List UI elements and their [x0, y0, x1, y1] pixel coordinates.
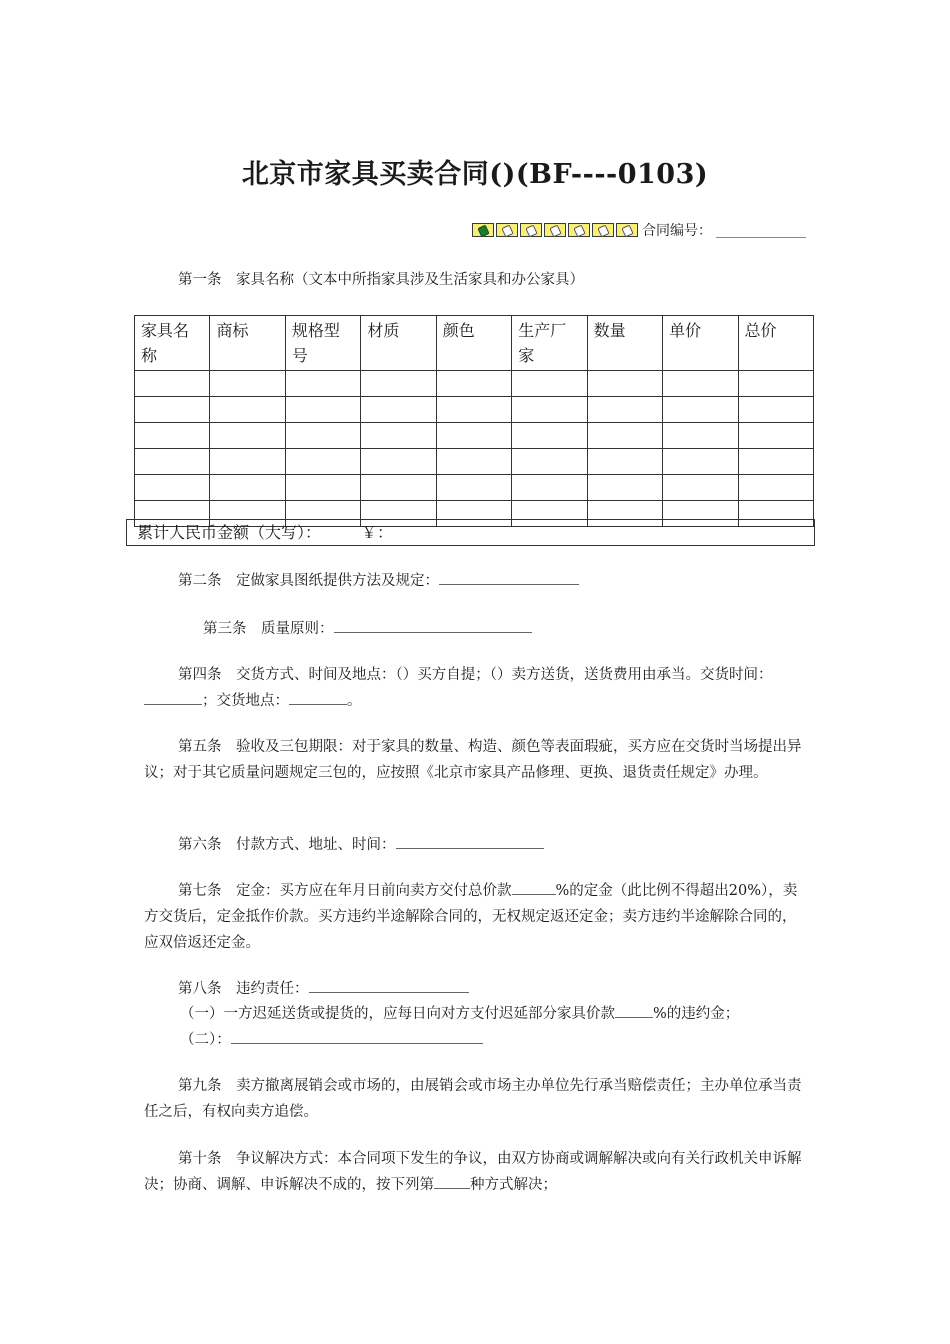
article-8-item-2-text: （二）： [180, 1032, 231, 1048]
table-cell [663, 371, 738, 397]
table-cell [436, 449, 511, 475]
table-cell [210, 371, 285, 397]
table-cell [587, 449, 662, 475]
table-header-cell: 单价 [663, 316, 738, 371]
article-10 [144, 1146, 808, 1198]
doc-icon [520, 223, 542, 237]
table-row [135, 449, 814, 475]
fill-blank [231, 1027, 483, 1044]
doc-icon [592, 223, 614, 237]
delivery-time-label: 交货时间： [700, 667, 773, 683]
total-amount-label: 累计人民币金额（大写）： [137, 523, 322, 542]
contract-number-line [472, 220, 806, 240]
table-cell [361, 475, 436, 501]
table-header-cell: 商标 [210, 316, 285, 371]
fill-blank [334, 616, 532, 633]
article-4 [144, 662, 808, 714]
table-cell [436, 371, 511, 397]
fill-blank [396, 832, 544, 849]
delivery-place-label: ；交货地点： [202, 693, 289, 709]
fill-blank [434, 1172, 470, 1189]
doc-icon [496, 223, 518, 237]
table-header-cell: 规格型号 [285, 316, 360, 371]
article-8-item-1 [180, 1001, 820, 1027]
table-cell [361, 449, 436, 475]
fill-blank [289, 688, 347, 705]
table-cell [512, 397, 587, 423]
contract-number-blank [716, 223, 806, 238]
fill-blank [309, 976, 469, 993]
article-3 [203, 616, 803, 642]
article-4-end: 。 [347, 693, 362, 709]
table-cell [361, 423, 436, 449]
table-cell [663, 475, 738, 501]
article-8-item-1-text: （一）一方迟延送货或提货的，应每日向对方支付迟延部分家具价款 [180, 1006, 615, 1022]
table-cell [587, 475, 662, 501]
fill-blank [144, 688, 202, 705]
document-title: 北京市家具买卖合同()(BF----0103) [241, 159, 709, 190]
article-2 [144, 568, 808, 594]
article-8-item-1-end: %的违约金； [653, 1006, 740, 1022]
article-1: 第一条 家具名称（文本中所指家具涉及生活家具和办公家具） [178, 272, 584, 288]
table-cell [738, 397, 814, 423]
table-header-cell: 家具名称 [135, 316, 210, 371]
doc-icon [544, 223, 566, 237]
article-8-item-2 [180, 1027, 780, 1053]
article-10-text-a: 第十条 争议解决方式：本合同项下发生的争议，由双方协商或调解解决或向有关行政机关申诉解决；协商、调解、申诉解决不成的，按下列第 [144, 1151, 802, 1193]
fill-blank [615, 1001, 653, 1018]
table-cell [210, 423, 285, 449]
table-header-cell: 生产厂家 [512, 316, 587, 371]
article-6 [144, 832, 808, 858]
table-cell [285, 371, 360, 397]
doc-icon [568, 223, 590, 237]
article-2-text: 第二条 定做家具图纸提供方法及规定： [178, 573, 439, 589]
table-cell [587, 371, 662, 397]
article-8 [144, 976, 808, 1002]
fill-blank [439, 568, 579, 585]
table-cell [663, 397, 738, 423]
table-cell [135, 475, 210, 501]
doc-icon [616, 223, 638, 237]
table-row [135, 371, 814, 397]
article-7-text-b: %的定金（此比例不得超出20%），卖方交货后，定金抵作价款。买方违约半途解除合同的，无权规定返还定金；卖方违约半途解除合同的，应双倍返还定金。 [144, 883, 798, 951]
table-cell [738, 475, 814, 501]
table-header-cell: 数量 [587, 316, 662, 371]
table-cell [210, 397, 285, 423]
article-10-text-b: 种方式解决； [470, 1177, 557, 1193]
table-cell [135, 397, 210, 423]
article-3-text: 第三条 质量原则： [203, 621, 334, 637]
table-cell [663, 449, 738, 475]
table-cell [512, 449, 587, 475]
table-row [135, 475, 814, 501]
table-cell [210, 449, 285, 475]
table-header-cell: 颜色 [436, 316, 511, 371]
table-row [135, 423, 814, 449]
doc-icon [472, 223, 494, 237]
table-cell [135, 423, 210, 449]
table-header-cell: 总价 [738, 316, 814, 371]
table-cell [285, 475, 360, 501]
table-cell [512, 371, 587, 397]
table-cell [436, 397, 511, 423]
icon-strip [472, 223, 640, 237]
total-yen-label: ￥： [361, 523, 394, 542]
table-cell [663, 423, 738, 449]
table-cell [738, 371, 814, 397]
article-7-text-a: 第七条 定金：买方应在年月日前向卖方交付总价款 [178, 883, 512, 899]
article-5: 第五条 验收及三包期限：对于家具的数量、构造、颜色等表面瑕疵，买方应在交货时当场提出异议；对于其它质量问题规定三包的，应按照《北京市家具产品修理、更换、退货责任规定》办理。 [144, 739, 802, 781]
table-cell [587, 397, 662, 423]
article-7 [144, 878, 808, 956]
table-cell [210, 475, 285, 501]
table-cell [361, 371, 436, 397]
fill-blank [512, 878, 556, 895]
article-4-text: 第四条 交货方式、时间及地点：（）买方自提；（）卖方送货，送货费用由承当。 [178, 667, 700, 683]
table-cell [512, 475, 587, 501]
table-cell [436, 423, 511, 449]
total-amount-row [126, 519, 815, 546]
table-cell [135, 371, 210, 397]
article-9: 第九条 卖方撤离展销会或市场的，由展销会或市场主办单位先行承当赔偿责任；主办单位承当责任之后，有权向卖方追偿。 [144, 1078, 802, 1120]
article-8-text: 第八条 违约责任： [178, 981, 309, 997]
table-row [135, 397, 814, 423]
table-header-row [135, 316, 814, 371]
goods-table [134, 315, 814, 527]
contract-number-label: 合同编号： [642, 223, 712, 239]
table-cell [587, 423, 662, 449]
table-cell [436, 475, 511, 501]
table-cell [361, 397, 436, 423]
table-cell [512, 423, 587, 449]
table-cell [285, 423, 360, 449]
table-header-cell: 材质 [361, 316, 436, 371]
table-cell [738, 423, 814, 449]
table-cell [285, 397, 360, 423]
table-cell [285, 449, 360, 475]
article-6-text: 第六条 付款方式、地址、时间： [178, 837, 396, 853]
table-cell [135, 449, 210, 475]
table-cell [738, 449, 814, 475]
